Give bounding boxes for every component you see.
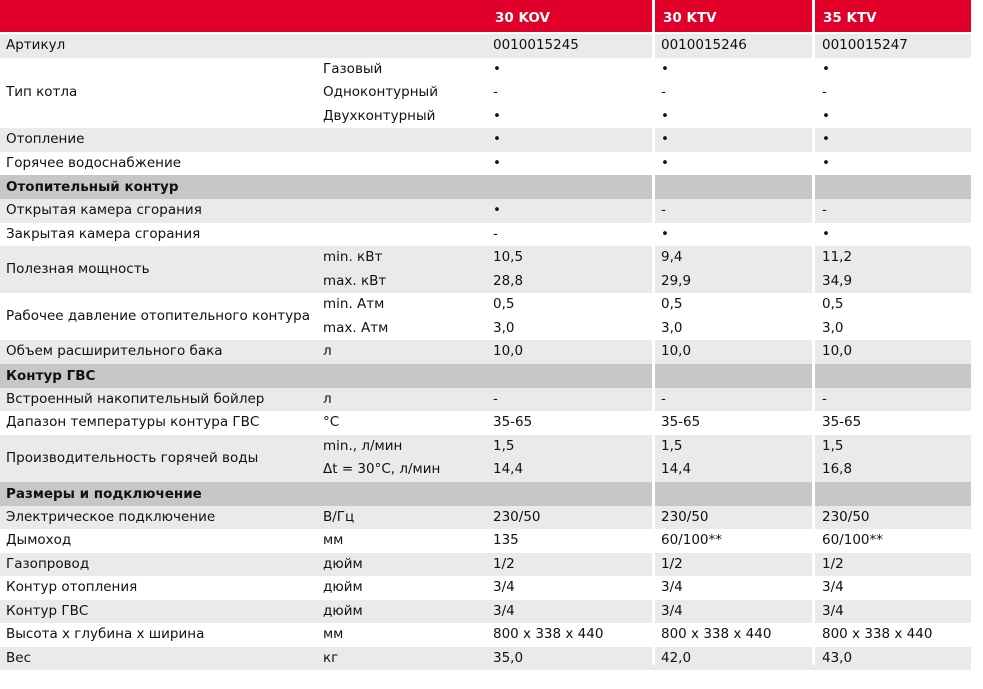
value-cell: 35-65 <box>822 414 862 430</box>
table-row <box>0 411 971 435</box>
value-cell: • <box>661 225 669 242</box>
value-cell: • <box>493 60 501 77</box>
value-cell: 0010015246 <box>661 37 747 53</box>
value-cell: 9,4 <box>661 249 683 265</box>
value-cell: 34,9 <box>822 272 853 289</box>
row-label: Горячее водоснабжение <box>6 154 182 171</box>
value-cell: 3/4 <box>493 579 515 595</box>
value-cell: 1/2 <box>661 555 683 572</box>
section-label: Контур ГВС <box>6 367 96 384</box>
value-cell: - <box>822 390 827 407</box>
column-divider <box>812 32 815 665</box>
table-row <box>0 152 971 176</box>
value-cell: - <box>661 202 666 218</box>
column-divider <box>652 32 655 665</box>
value-cell: 16,8 <box>822 461 853 477</box>
table-row <box>0 34 971 58</box>
table-row <box>0 340 971 364</box>
value-cell: - <box>822 84 827 100</box>
value-cell: 230/50 <box>661 508 709 525</box>
value-cell: 0,5 <box>493 296 515 312</box>
table-row <box>0 623 971 647</box>
unit-label: Газовый <box>323 60 383 77</box>
value-cell: 1,5 <box>822 437 844 454</box>
unit-label: max. кВт <box>323 272 387 289</box>
row-label: Открытая камера сгорания <box>6 202 202 218</box>
unit-label: min., л/мин <box>323 437 403 454</box>
value-cell: 0010015245 <box>493 37 579 53</box>
unit-label: Двухконтурный <box>323 107 436 124</box>
table-row <box>0 388 971 412</box>
value-cell: 10,5 <box>493 249 524 265</box>
value-cell: 1,5 <box>661 437 683 454</box>
value-cell: - <box>493 225 498 242</box>
value-cell: 0,5 <box>661 296 683 312</box>
value-cell: • <box>822 131 830 147</box>
table-row <box>0 223 971 247</box>
value-cell: 3,0 <box>493 319 515 336</box>
row-label: Вес <box>6 649 31 666</box>
row-label: Рабочее давление отопительного контура <box>6 308 310 324</box>
unit-label: min. кВт <box>323 249 383 265</box>
value-cell: • <box>661 131 669 147</box>
table-row <box>0 600 971 624</box>
unit-label: мм <box>323 532 344 548</box>
row-label: Закрытая камера сгорания <box>6 225 201 242</box>
row-label: Контур отопления <box>6 579 138 595</box>
value-cell: 230/50 <box>493 508 541 525</box>
value-cell: 28,8 <box>493 272 524 289</box>
value-cell: 14,4 <box>661 461 692 477</box>
value-cell: 3/4 <box>822 579 844 595</box>
value-cell: 60/100** <box>822 532 883 548</box>
value-cell: 1/2 <box>822 555 844 572</box>
row-label: Дымоход <box>6 532 72 548</box>
row-label: Электрическое подключение <box>6 508 216 525</box>
unit-label: мм <box>323 626 344 642</box>
table-row <box>0 199 971 223</box>
value-cell: 35-65 <box>661 414 701 430</box>
unit-label: °C <box>323 414 340 430</box>
unit-label: max. Атм <box>323 319 389 336</box>
table-row <box>0 58 971 129</box>
value-cell: 800 x 338 x 440 <box>822 626 933 642</box>
value-cell: 3/4 <box>822 602 844 619</box>
header-empty-cell <box>0 0 487 32</box>
value-cell: • <box>822 154 830 171</box>
unit-label: дюйм <box>323 579 363 595</box>
value-cell: 230/50 <box>822 508 870 525</box>
value-cell: 10,0 <box>493 343 524 359</box>
value-cell: • <box>493 107 501 124</box>
row-label: Дапазон температуры контура ГВС <box>6 414 260 430</box>
row-label: Высота х глубина х ширина <box>6 626 205 642</box>
table-row <box>0 647 971 671</box>
value-cell: 135 <box>493 532 519 548</box>
value-cell: 11,2 <box>822 249 853 265</box>
row-label: Артикул <box>6 37 66 53</box>
value-cell: - <box>493 390 498 407</box>
value-cell: 3/4 <box>661 602 683 619</box>
unit-label: л <box>323 343 332 359</box>
value-cell: 3,0 <box>822 319 844 336</box>
table-row <box>0 553 971 577</box>
value-cell: 35,0 <box>493 649 524 666</box>
value-cell: 10,0 <box>661 343 692 359</box>
value-cell: 800 x 338 x 440 <box>493 626 604 642</box>
value-cell: 42,0 <box>661 649 692 666</box>
row-label: Газопровод <box>6 555 90 572</box>
value-cell: 3/4 <box>661 579 683 595</box>
table-row <box>0 128 971 152</box>
value-cell: • <box>661 107 669 124</box>
section-header-row <box>0 364 971 388</box>
row-label: Производительность горячей воды <box>6 449 259 466</box>
value-cell: • <box>822 225 830 242</box>
value-cell: - <box>661 390 666 407</box>
section-label: Размеры и подключение <box>6 485 202 502</box>
value-cell: 10,0 <box>822 343 853 359</box>
value-cell: • <box>822 60 830 77</box>
value-cell: 1/2 <box>493 555 515 572</box>
header-col-30-ktv: 30 KTV <box>655 0 812 32</box>
row-label: Встроенный накопительный бойлер <box>6 390 265 407</box>
value-cell: 35-65 <box>493 414 533 430</box>
value-cell: - <box>822 202 827 218</box>
value-cell: 3/4 <box>493 602 515 619</box>
unit-label: л <box>323 390 332 407</box>
value-cell: • <box>493 202 501 218</box>
header-col-30-kov: 30 KOV <box>487 0 652 32</box>
table-row <box>0 435 971 482</box>
value-cell: 3,0 <box>661 319 683 336</box>
value-cell: 60/100** <box>661 532 722 548</box>
row-label: Контур ГВС <box>6 602 89 619</box>
row-label: Полезная мощность <box>6 261 150 277</box>
unit-label: Δt = 30°C, л/мин <box>323 461 441 477</box>
value-cell: 1,5 <box>493 437 515 454</box>
table-row <box>0 246 971 293</box>
unit-label: дюйм <box>323 602 363 619</box>
value-cell: 0,5 <box>822 296 844 312</box>
header-col-35-ktv: 35 KTV <box>815 0 971 32</box>
unit-label: кг <box>323 649 339 666</box>
value-cell: 43,0 <box>822 649 853 666</box>
unit-label: В/Гц <box>323 508 355 525</box>
row-label: Отопление <box>6 131 85 147</box>
value-cell: • <box>822 107 830 124</box>
value-cell: - <box>661 84 666 100</box>
table-row <box>0 293 971 340</box>
section-header-row <box>0 175 971 199</box>
value-cell: • <box>493 154 501 171</box>
unit-label: min. Атм <box>323 296 385 312</box>
row-label: Объем расширительного бака <box>6 343 223 359</box>
value-cell: 29,9 <box>661 272 692 289</box>
section-label: Отопительный контур <box>6 179 179 195</box>
row-label: Тип котла <box>6 84 78 101</box>
value-cell: 800 x 338 x 440 <box>661 626 772 642</box>
table-row <box>0 576 971 600</box>
section-header-row <box>0 482 971 506</box>
table-row <box>0 506 971 530</box>
unit-label: Одноконтурный <box>323 84 438 100</box>
value-cell: • <box>661 154 669 171</box>
unit-label: дюйм <box>323 555 363 572</box>
value-cell: 0010015247 <box>822 37 908 53</box>
value-cell: • <box>661 60 669 77</box>
value-cell: 14,4 <box>493 461 524 477</box>
value-cell: • <box>493 131 501 147</box>
value-cell: - <box>493 84 498 100</box>
table-row <box>0 529 971 553</box>
